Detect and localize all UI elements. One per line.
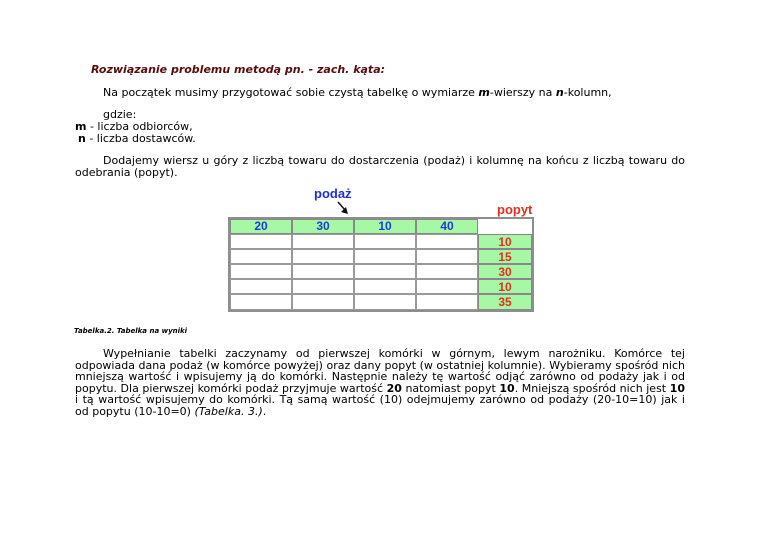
table-cell — [354, 234, 416, 249]
supply-cell-2: 30 — [292, 219, 354, 234]
definition-n-text: - liczba dostawców. — [85, 132, 196, 145]
supply-cell-4: 40 — [416, 219, 478, 234]
table-cell — [416, 234, 478, 249]
table-cell — [230, 264, 292, 279]
demand-cell-1: 10 — [478, 234, 532, 249]
table-cell — [292, 234, 354, 249]
table-cell — [230, 279, 292, 294]
paragraph-supply-demand-text: Dodajemy wiersz u góry z liczbą towaru do dostarczenia (podaż) i kolumnę na końcu z liczbą towaru do odebrania (popyt). — [75, 154, 685, 179]
corner-cell — [478, 219, 532, 234]
supply-cell-1: 20 — [230, 219, 292, 234]
filling-text-3: . Mniejszą spośród nich jest — [514, 381, 670, 395]
definition-m-symbol: m — [75, 120, 87, 133]
transport-table — [228, 217, 534, 312]
filling-bold-2: 10 — [499, 381, 515, 395]
filling-bold-3: 10 — [669, 381, 685, 395]
table-cell — [230, 294, 292, 310]
definition-n — [78, 133, 196, 145]
m-symbol: m — [478, 86, 490, 99]
table-cell — [416, 294, 478, 310]
paragraph-filling — [75, 348, 685, 417]
intro-after: -kolumn, — [563, 86, 612, 99]
demand-cell-4: 10 — [478, 279, 532, 294]
table-cell — [292, 249, 354, 264]
table-cell — [230, 249, 292, 264]
table-cell — [292, 264, 354, 279]
paragraph-supply-demand — [75, 155, 685, 178]
definition-n-symbol: n — [78, 132, 86, 145]
demand-cell-5: 35 — [478, 294, 532, 310]
demand-label: popyt — [497, 202, 533, 217]
filling-end: . — [262, 404, 267, 418]
table-caption: Tabelka.2. Tabelka na wyniki — [74, 327, 188, 335]
table-cell — [354, 249, 416, 264]
filling-text-4: i tą wartość wpisujemy do komórki. Tą samą wartość (10) odejmujemy zarówno od podaży (20-10=10) jak i od popytu (10-10=0) — [75, 393, 685, 418]
n-symbol: n — [555, 86, 564, 99]
table-cell — [354, 279, 416, 294]
demand-cell-2: 15 — [478, 249, 532, 264]
supply-label: podaż — [314, 186, 352, 201]
table-cell — [230, 234, 292, 249]
intro-line — [103, 87, 612, 99]
where-label: gdzie: — [103, 108, 137, 121]
filling-text-2: natomiast popyt — [401, 381, 500, 395]
filling-text-1: Wypełnianie tabelki zaczynamy od pierwszej komórki w górnym, lewym narożniku. Komórce tej odpowiada dana podaż (w komórce powyżej) oraz dany popyt (w ostatniej kolumnie). Wybieramy spośród nich mniejszą wartość i wpisujemy ją do komórki. Następnie należy tę wartość odjąć zarówno od podaży jak i od popytu. Dla pierwszej komórki podaż przyjmuje wartość — [75, 347, 685, 395]
table-cell — [416, 264, 478, 279]
table-reference: (Tabelka. 3.) — [194, 404, 263, 418]
demand-cell-3: 30 — [478, 264, 532, 279]
table-cell — [292, 294, 354, 310]
intro-before: Na początek musimy przygotować sobie czystą tabelkę o wymiarze — [103, 86, 479, 99]
definition-m-text: - liczba odbiorców, — [86, 120, 193, 133]
table-cell — [354, 294, 416, 310]
table-cell — [292, 279, 354, 294]
section-heading: Rozwiązanie problemu metodą pn. - zach. kąta: — [91, 63, 386, 76]
table-cell — [416, 279, 478, 294]
table-cell — [416, 249, 478, 264]
supply-arrow-icon — [336, 200, 350, 216]
filling-bold-1: 20 — [386, 381, 402, 395]
intro-middle: -wierszy na — [489, 86, 556, 99]
table-cell — [354, 264, 416, 279]
supply-cell-3: 10 — [354, 219, 416, 234]
